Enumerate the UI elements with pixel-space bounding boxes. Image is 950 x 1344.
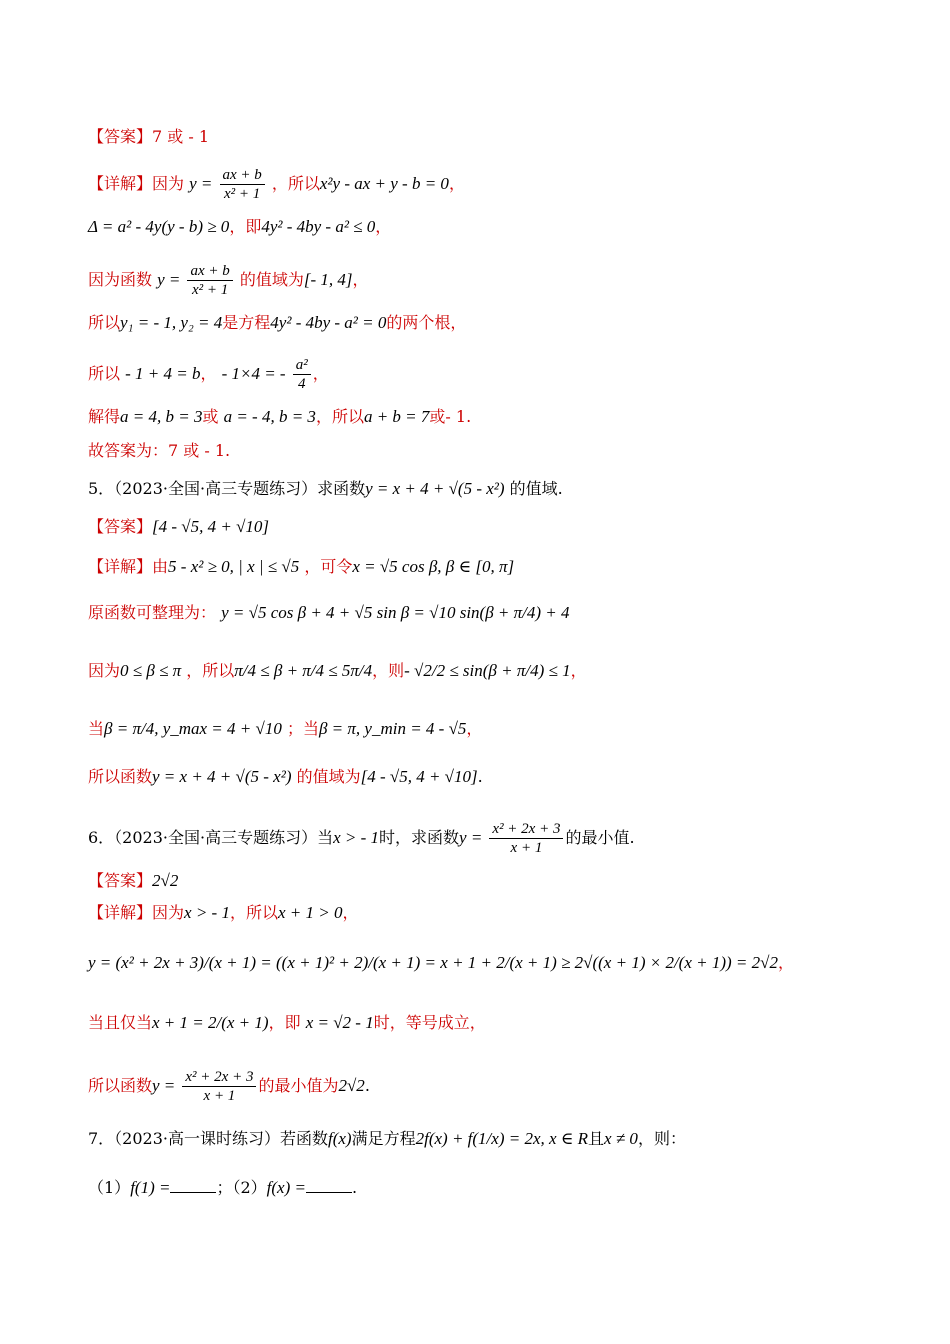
numerator: ax + b	[220, 166, 265, 185]
equation: - √2/2 ≤ sin(β + π/4) ≤ 1	[404, 661, 571, 680]
q6-detail-line-4	[88, 1068, 370, 1105]
text: 满足方程	[351, 1129, 416, 1148]
equation: Δ = a² - 4y(y - b) ≥ 0	[88, 217, 230, 236]
equation: y = (x² + 2x + 3)/(x + 1) = ((x + 1)² + 2)/(x + 1) = x + 1 + 2/(x + 1) ≥ 2√((x + 1) × 2/(x + 1)) = 2√2	[88, 953, 778, 972]
equation: x = √2 - 1	[305, 1013, 374, 1032]
text: 5．（2023·全国·高三专题练习）求函数	[88, 479, 366, 498]
text: 或	[202, 407, 219, 426]
equation: y = √5 cos β + 4 + √5 sin β = √10 sin(β + π/4) + 4	[221, 603, 570, 622]
answer-label: 【答案】	[88, 517, 153, 536]
text: 因为	[152, 903, 185, 922]
q4-answer: 7 或 - 1	[152, 127, 210, 146]
equation: y = x + 4 + √(5 - x²)	[152, 767, 292, 786]
fraction	[187, 262, 232, 299]
text: ，则：	[637, 1129, 686, 1148]
text: 时，等号成立，	[373, 1013, 486, 1032]
equation: x ≠ 0	[604, 1129, 638, 1148]
equation: 4y² - 4by - a² = 0	[270, 313, 387, 332]
q4-answer-line	[88, 126, 209, 148]
equation: x + 1 > 0	[277, 903, 343, 922]
text: ，所以	[315, 407, 364, 426]
text: ，所以	[271, 174, 320, 193]
equation: 2f(x) + f(1/x) = 2x, x ∈ R	[415, 1129, 589, 1148]
q4-detail-line-5	[88, 356, 329, 393]
text: 的值域.	[509, 479, 563, 498]
q6-answer-line	[88, 870, 178, 892]
numerator: a²	[293, 356, 311, 375]
equation: [- 1, 4]	[303, 270, 353, 289]
text: 解得	[88, 407, 121, 426]
text: 时，求函数	[379, 828, 460, 847]
q6-detail-line-1	[88, 902, 359, 924]
q4-detail-line-3	[88, 262, 369, 299]
equation: x²y - ax + y - b = 0	[319, 174, 449, 193]
equation: y =	[157, 270, 181, 289]
text: ，所以	[229, 903, 278, 922]
text: ，则	[372, 661, 405, 680]
text: 当且仅当	[88, 1013, 153, 1032]
q5-detail-line-3	[88, 660, 587, 682]
q5-detail-line-2	[88, 602, 570, 624]
equation: x + 1 = 2/(x + 1)	[152, 1013, 269, 1032]
text: 因为	[88, 661, 121, 680]
equation: [4 - √5, 4 + √10]	[360, 767, 478, 786]
equation: y = x + 4 + √(5 - x²)	[365, 479, 505, 498]
equation: a + b = 7	[363, 407, 430, 426]
text: ，	[375, 217, 392, 236]
equation: [4 - √5, 4 + √10]	[152, 517, 270, 536]
answer-blank-1[interactable]	[170, 1176, 216, 1193]
text: 7．（2023·高一课时练习）若函数	[88, 1129, 328, 1148]
text: 原函数可整理为：	[88, 603, 217, 622]
equation: a = 4, b = 3	[120, 407, 203, 426]
text: ，	[342, 903, 359, 922]
text: 且	[588, 1129, 605, 1148]
equation: β = π/4, y_max = 4 + √10	[104, 719, 282, 738]
text: 由	[152, 557, 169, 576]
text: 所以函数	[88, 1076, 153, 1095]
fraction	[489, 820, 563, 857]
equation: 2√2	[338, 1076, 365, 1095]
q7-parts	[88, 1176, 357, 1199]
fraction	[293, 356, 311, 393]
text: ，	[466, 719, 483, 738]
q5-answer-line	[88, 516, 269, 538]
text: 的两个根，	[386, 313, 467, 332]
text: .	[364, 1076, 370, 1095]
q4-detail-line-6	[88, 406, 471, 428]
equation: y =	[459, 828, 483, 847]
denominator: x + 1	[510, 840, 543, 856]
answer-label: 【答案】	[88, 871, 153, 890]
denominator: 4	[297, 376, 306, 392]
text: 的值域为	[296, 767, 361, 786]
q4-detail-line-2	[88, 216, 391, 238]
text: 因为	[152, 174, 185, 193]
denominator: x + 1	[203, 1088, 236, 1104]
equation: 0 ≤ β ≤ π	[120, 661, 182, 680]
equation: β = π, y_min = 4 - √5	[318, 719, 467, 738]
equation: - 1 + 4 = b	[125, 364, 201, 383]
text: ，	[448, 174, 465, 193]
equation: y =	[152, 1076, 176, 1095]
answer-blank-2[interactable]	[306, 1176, 352, 1193]
equation: a = - 4, b = 3	[223, 407, 316, 426]
denominator: x² + 1	[191, 282, 229, 298]
text: 所以	[88, 364, 121, 383]
equation: y =	[189, 174, 213, 193]
equation: - 1×4 = -	[221, 364, 286, 383]
equation: f(x)	[328, 1129, 352, 1148]
text: .	[477, 767, 483, 786]
text: ，可令	[304, 557, 353, 576]
text: .	[351, 1178, 358, 1197]
equation: x > - 1	[184, 903, 230, 922]
q6-stem	[88, 820, 635, 857]
text: 6．（2023·全国·高三专题练习）当	[88, 828, 334, 847]
answer-label: 【答案】	[88, 127, 153, 146]
equation: x > - 1	[333, 828, 380, 847]
text: 或	[429, 407, 446, 426]
q4-detail-line-1	[88, 166, 465, 203]
text: ，	[312, 364, 329, 383]
equation: x = √5 cos β, β ∈ [0, π]	[352, 557, 515, 576]
q4-detail-line-4	[88, 312, 466, 334]
q6-detail-line-3	[88, 1012, 486, 1034]
text: 是方程	[222, 313, 271, 332]
q5-detail-line-1	[88, 556, 514, 578]
text: 当	[88, 719, 105, 738]
q7-stem	[88, 1128, 686, 1150]
equation: f(x) =	[266, 1178, 306, 1197]
equation: f(1) =	[130, 1178, 171, 1197]
numerator: x² + 2x + 3	[182, 1068, 256, 1087]
q6-detail-line-2	[88, 952, 794, 974]
denominator: x² + 1	[224, 186, 261, 202]
equation: 5 - x² ≥ 0, | x | ≤ √5	[168, 557, 300, 576]
text: 所以函数	[88, 767, 153, 786]
equation: 2√2	[152, 871, 179, 890]
detail-label: 【详解】	[88, 174, 153, 193]
q5-detail-line-4	[88, 718, 482, 740]
numerator: ax + b	[187, 262, 232, 281]
text: ，所以	[186, 661, 235, 680]
fraction	[182, 1068, 256, 1105]
equation: π/4 ≤ β + π/4 ≤ 5π/4	[234, 661, 373, 680]
text: 所以	[88, 313, 121, 332]
text: ，	[570, 661, 587, 680]
text: （1）	[88, 1178, 131, 1197]
text: ，	[352, 270, 369, 289]
text: 的最小值为	[258, 1076, 339, 1095]
text: 因为函数	[88, 270, 153, 289]
text: ，	[200, 364, 217, 383]
q5-detail-line-5	[88, 766, 483, 788]
text: ；（2）	[216, 1178, 267, 1197]
text: 的最小值.	[565, 828, 635, 847]
q4-conclusion: 故答案为：7 或 - 1.	[88, 441, 231, 460]
fraction	[220, 166, 265, 203]
detail-label: 【详解】	[88, 903, 153, 922]
text: ，即	[229, 217, 262, 236]
text: ；当	[286, 719, 319, 738]
numerator: x² + 2x + 3	[489, 820, 563, 839]
equation: 4y² - 4by - a² ≤ 0	[261, 217, 376, 236]
text: ，即	[268, 1013, 301, 1032]
text: ，	[777, 953, 794, 972]
detail-label: 【详解】	[88, 557, 153, 576]
equation: y₁ = - 1, y₂ = 4	[120, 313, 223, 332]
text: 的值域为	[239, 270, 304, 289]
q5-stem	[88, 478, 563, 500]
text: - 1.	[445, 407, 472, 426]
